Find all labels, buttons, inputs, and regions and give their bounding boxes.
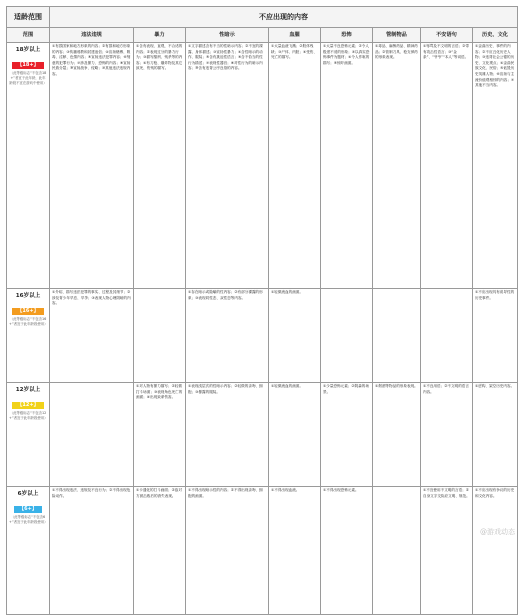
restriction-cell: [321, 383, 373, 487]
restriction-text: ①不得出现恐怖元素。: [323, 488, 359, 492]
age-rating-badge: 【18+】: [12, 62, 43, 69]
restriction-cell: [186, 289, 269, 383]
age-rating-cell: [7, 487, 50, 615]
restriction-text: ①歪曲历史、事件的内容；②不应丑化历史人物；③违背社会公德的历史、文化观点；④歪曲民族文化、民俗；⑤诋毁历史英雄人物；⑥宣扬与主流价值观相悖的内容；⑦其他不当内容。: [475, 44, 515, 88]
restriction-cell: [373, 289, 421, 383]
restriction-cell: [269, 383, 321, 487]
restriction-text: ①不良用语；②不文明的语言内容。: [423, 384, 469, 394]
restriction-cell: [269, 43, 321, 289]
restriction-text: ①有损国家和地方形象的内容；②有损和地方形象的内容；③传播邪教和封建迷信；④宣扬赌博、吸毒、淫秽、色情内容；⑤宣扬违法犯罪内容；⑥刻意的犯罪行为；⑦涉及暴力、恐怖的内容；⑧宣扬民族分裂；⑨宣扬战争、侵略；⑩其他违法违规内容。: [52, 44, 131, 76]
restriction-text: ①辱骂及不文明的言语；②带有攻击性语言；③“金条”、“爷爷”“本人”等词语。: [423, 44, 469, 60]
restriction-text: ①卡通化的打斗画面；②敌对方被击败后的消失表现。: [136, 488, 182, 498]
restriction-text: ①大量不良恐怖元素；②令人极度不适的形象；③以真实恐怖事件为题材；④令人作呕的描写；⑤惊吓画面。: [323, 44, 370, 65]
restriction-cell: [421, 43, 473, 289]
restriction-cell: [321, 487, 373, 615]
restriction-cell: [373, 487, 421, 615]
table-row: [7, 383, 518, 487]
column-header: 恐怖: [321, 28, 373, 43]
age-rating-badge: 【12+】: [12, 402, 43, 409]
restriction-cell: [473, 289, 518, 383]
restriction-text: ①存在暗示或隐喻的性内容；②有部分裸露的形象；③表现同性恋、双性恋等内容。: [188, 290, 263, 300]
restriction-cell: [50, 43, 134, 289]
age-rating-badge: 【16+】: [12, 308, 43, 315]
restriction-cell: [321, 289, 373, 383]
restriction-text: ①不应出现有争议的历史和文化内容。: [475, 488, 515, 498]
table-row: [7, 43, 518, 289]
restriction-text: ①少量恐怖元素；②阴森的场景。: [323, 384, 369, 394]
restriction-cell: [321, 43, 373, 289]
header-not-allowed: 不应出现的内容: [50, 7, 518, 28]
column-header: 违法违规: [50, 28, 134, 43]
header-age-range: 适龄范围: [7, 7, 50, 28]
column-header: 历史、文化: [473, 28, 518, 43]
column-header: 暴力: [134, 28, 186, 43]
restriction-cell: [269, 289, 321, 383]
restriction-text: ①轻微流血的画面。: [271, 290, 303, 294]
restriction-text: ①轻微流血的画面。: [271, 384, 303, 388]
restriction-cell: [134, 43, 186, 289]
column-header: 管制物品: [373, 28, 421, 43]
restriction-cell: [50, 383, 134, 487]
restriction-cell: [473, 43, 518, 289]
age-rating-note: （此等级标志“不包含16+”者宜于此年龄段使用）: [9, 316, 48, 326]
restriction-cell: [134, 289, 186, 383]
table-row: [7, 289, 518, 383]
age-rating-title: 16岁以上: [15, 293, 41, 299]
restriction-cell: [50, 487, 134, 615]
restriction-text: ①不应出现具有误导性的历史事件。: [475, 290, 515, 300]
age-rating-note: （此等级标志“不包含12+”者宜于此年龄段使用）: [9, 410, 48, 420]
restriction-cell: [186, 43, 269, 289]
age-rating-cell: [7, 383, 50, 487]
restriction-text: ①烟酒等物品的形象表现。: [375, 384, 418, 388]
age-rating-note: （此等级标志“不包含6+”者宜于此年龄段使用）: [9, 514, 48, 524]
age-rating-badge: 【6+】: [14, 506, 42, 513]
restriction-text: ①虚构、架空历史内容。: [475, 384, 515, 388]
restriction-text: ①毒品、麻醉药品、精神药品；②管制刀具、枪支弹药的形象表现。: [375, 44, 418, 60]
restriction-cell: [373, 43, 421, 289]
restriction-text: ①介绍、描写违法犯罪的事实、过程及其细节；②涉及青少年早恋、早孕；③表现人物心理阴暗的内容。: [52, 290, 131, 306]
restriction-cell: [421, 487, 473, 615]
restriction-cell: [421, 383, 473, 487]
restriction-cell: [473, 383, 518, 487]
restriction-cell: [134, 487, 186, 615]
restriction-cell: [186, 487, 269, 615]
table-row: [7, 487, 518, 615]
header-row-columns: [7, 28, 518, 43]
column-header: 不安语句: [421, 28, 473, 43]
age-rating-note: （此等级标志“不包含18+”者宜于此年龄，此年龄段不宜在游戏中使用）: [9, 70, 47, 85]
column-header: 性暗示: [186, 28, 269, 43]
restriction-text: ①不宜使用不文明的言语；②自身文字交际应文明、规范。: [423, 488, 470, 498]
restriction-text: ①表现浅层次的性暗示内容；②轻微的亲吻、拥抱；③暴露的服装。: [188, 384, 263, 394]
restriction-text: ①不得出现血液。: [271, 488, 300, 492]
restriction-text: ①大量血液飞溅；②肢体残缺；③尸体、内脏；④受伤、死亡的描写。: [271, 44, 317, 60]
rating-table: [6, 6, 518, 615]
age-rating-title: 12岁以上: [15, 387, 41, 393]
restriction-cell: [186, 383, 269, 487]
restriction-cell: [269, 487, 321, 615]
age-rating-title: 6岁以上: [17, 491, 39, 497]
restriction-text: ①不得出现暗示性的内容；②不得出现亲吻、拥抱的画面。: [188, 488, 263, 498]
restriction-text: ①不得出现违法、违规及不良行为；②不得出现危险动作。: [52, 488, 131, 498]
column-header: 范围: [7, 28, 50, 43]
restriction-cell: [473, 487, 518, 615]
watermark: @游戏动态: [480, 528, 515, 536]
restriction-text: ①文字描述含有不当的性暗示内容；②不宜的裸露、身体描述；③宣扬性暴力；④含性暗示的动作、服装；⑤含有挑逗性语言；⑥含不恰当的性行为描述；⑦表现性器官；⑧对性行为的暗示内容；⑨含有违背公序良俗的内容。: [188, 44, 263, 71]
restriction-cell: [134, 383, 186, 487]
age-rating-cell: [7, 43, 50, 289]
column-header: 血腥: [269, 28, 321, 43]
restriction-text: ①对人物有暴力描写；②轻微打斗场面；③表现角色死亡的画面；④出现致命伤害。: [136, 384, 183, 400]
header-row-top: [7, 7, 518, 28]
restriction-cell: [421, 289, 473, 383]
restriction-cell: [373, 383, 421, 487]
restriction-text: ①含有表现、直观，不合适的内容；②表现过分的暴力行为；③描写酷刑、残杀等的内容；④有刀枪、爆炸物及其它致死、伤残的描写。: [136, 44, 183, 71]
age-rating-title: 18岁以上: [15, 47, 41, 53]
restriction-cell: [50, 289, 134, 383]
age-rating-cell: [7, 289, 50, 383]
